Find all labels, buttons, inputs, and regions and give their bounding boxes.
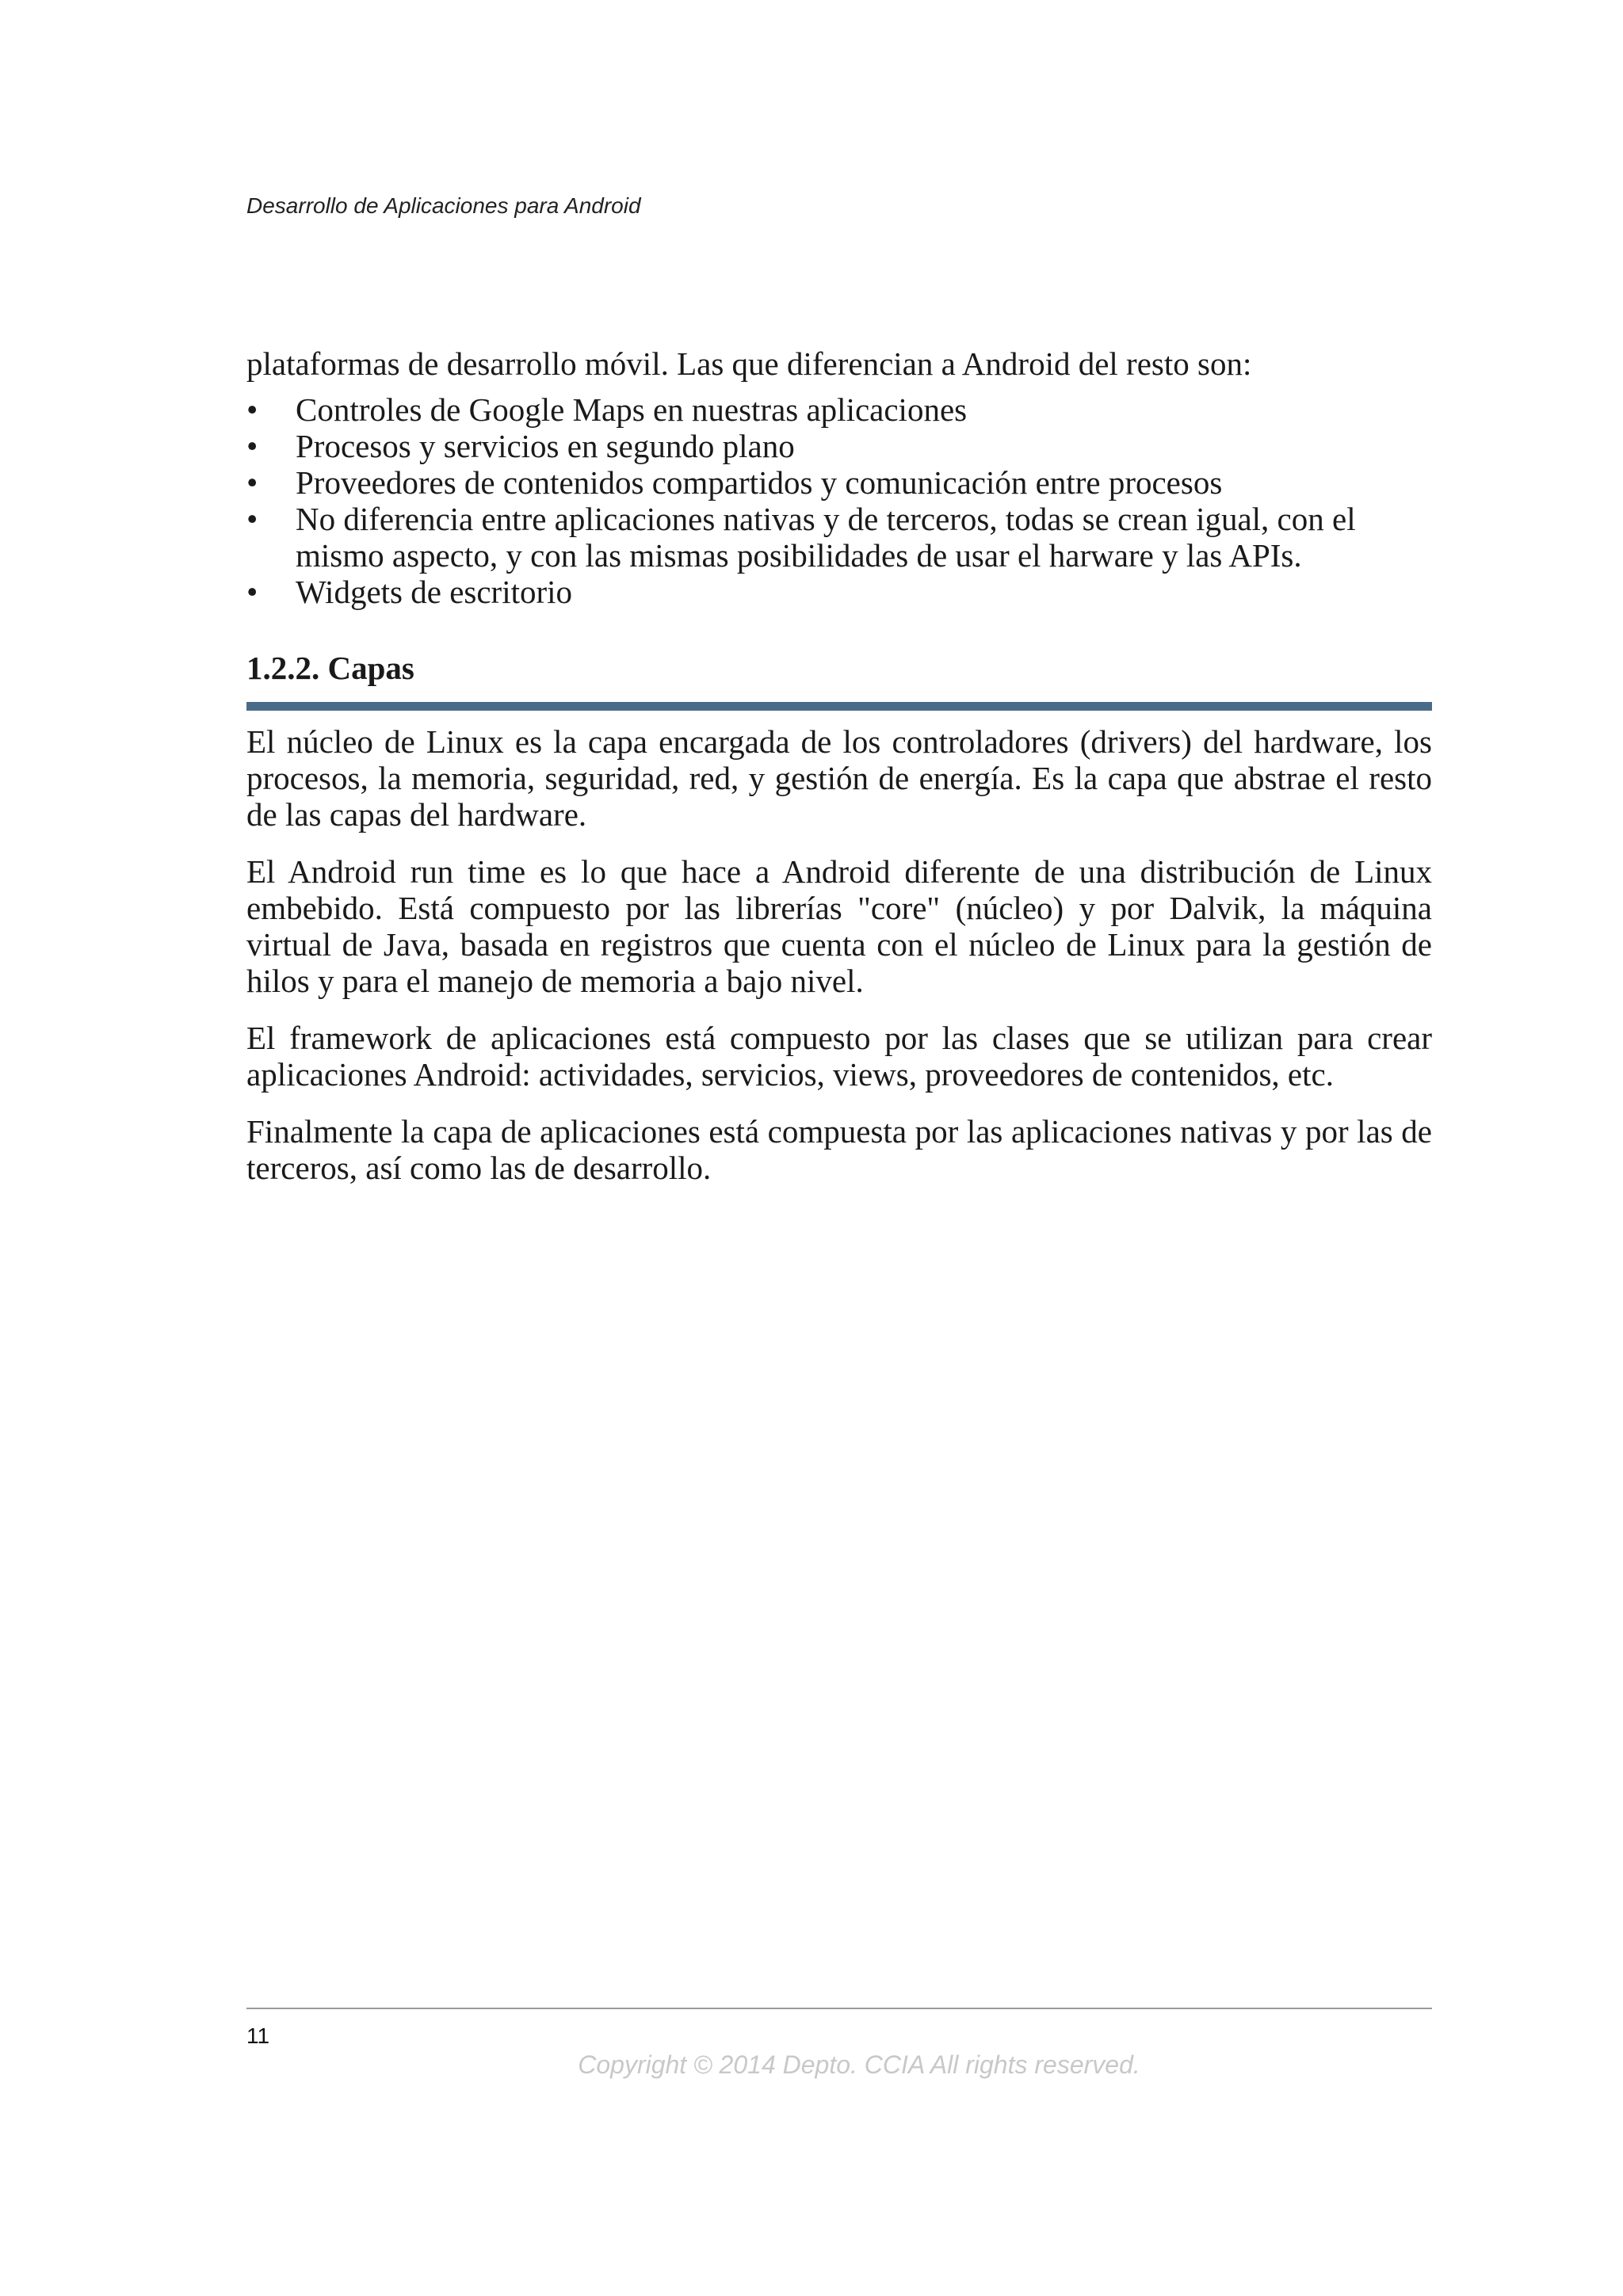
feature-list bbox=[246, 391, 1432, 610]
page-number: 11 bbox=[246, 2023, 270, 2048]
section-heading: 1.2.2. Capas bbox=[246, 650, 414, 686]
list-item-text: Procesos y servicios en segundo plano bbox=[296, 428, 795, 464]
bullet-icon: • bbox=[246, 428, 258, 464]
list-item bbox=[246, 391, 1432, 428]
intro-paragraph: plataformas de desarrollo móvil. Las que diferencian a Android del resto son: bbox=[246, 345, 1252, 382]
bullet-icon: • bbox=[246, 464, 258, 501]
body-paragraph: El núcleo de Linux es la capa encargada de los controladores (drivers) del hardware, los procesos, la memoria, seguridad, red, y gestión de energía. Es la capa que abstrae el resto de las capas del hardware. bbox=[246, 723, 1432, 833]
list-item bbox=[246, 464, 1432, 501]
bullet-icon: • bbox=[246, 391, 258, 428]
body-paragraph: Finalmente la capa de aplicaciones está compuesta por las aplicaciones nativas y por las de terceros, así como las de desarrollo. bbox=[246, 1113, 1432, 1186]
copyright-notice: Copyright © 2014 Depto. CCIA All rights reserved. bbox=[578, 2050, 1140, 2079]
list-item-text: Controles de Google Maps en nuestras aplicaciones bbox=[296, 391, 968, 428]
heading-divider bbox=[246, 702, 1432, 711]
list-item bbox=[246, 428, 1432, 464]
body-paragraph: El Android run time es lo que hace a Android diferente de una distribución de Linux embebido. Está compuesto por las librerías "core" (núcleo) y por Dalvik, la máquina virtual de Java, basada en registros que cuenta con el núcleo de Linux para la gestión de hilos y para el manejo de memoria a bajo nivel. bbox=[246, 853, 1432, 999]
list-item bbox=[246, 501, 1432, 574]
list-item bbox=[246, 574, 1432, 610]
bullet-icon: • bbox=[246, 501, 258, 537]
list-item-text: No diferencia entre aplicaciones nativas y de terceros, todas se crean igual, con el mismo aspecto, y con las mismas posibilidades de usar el harware y las APIs. bbox=[296, 501, 1356, 574]
bullet-icon: • bbox=[246, 574, 258, 610]
list-item-text: Proveedores de contenidos compartidos y comunicación entre procesos bbox=[296, 464, 1223, 501]
running-header: Desarrollo de Aplicaciones para Android bbox=[246, 193, 641, 218]
body-paragraph: El framework de aplicaciones está compuesto por las clases que se utilizan para crear aplicaciones Android: actividades, servicios, views, proveedores de contenidos, etc. bbox=[246, 1020, 1432, 1093]
footer-divider bbox=[246, 2008, 1432, 2009]
page-content bbox=[246, 345, 1432, 1207]
list-item-text: Widgets de escritorio bbox=[296, 574, 573, 610]
